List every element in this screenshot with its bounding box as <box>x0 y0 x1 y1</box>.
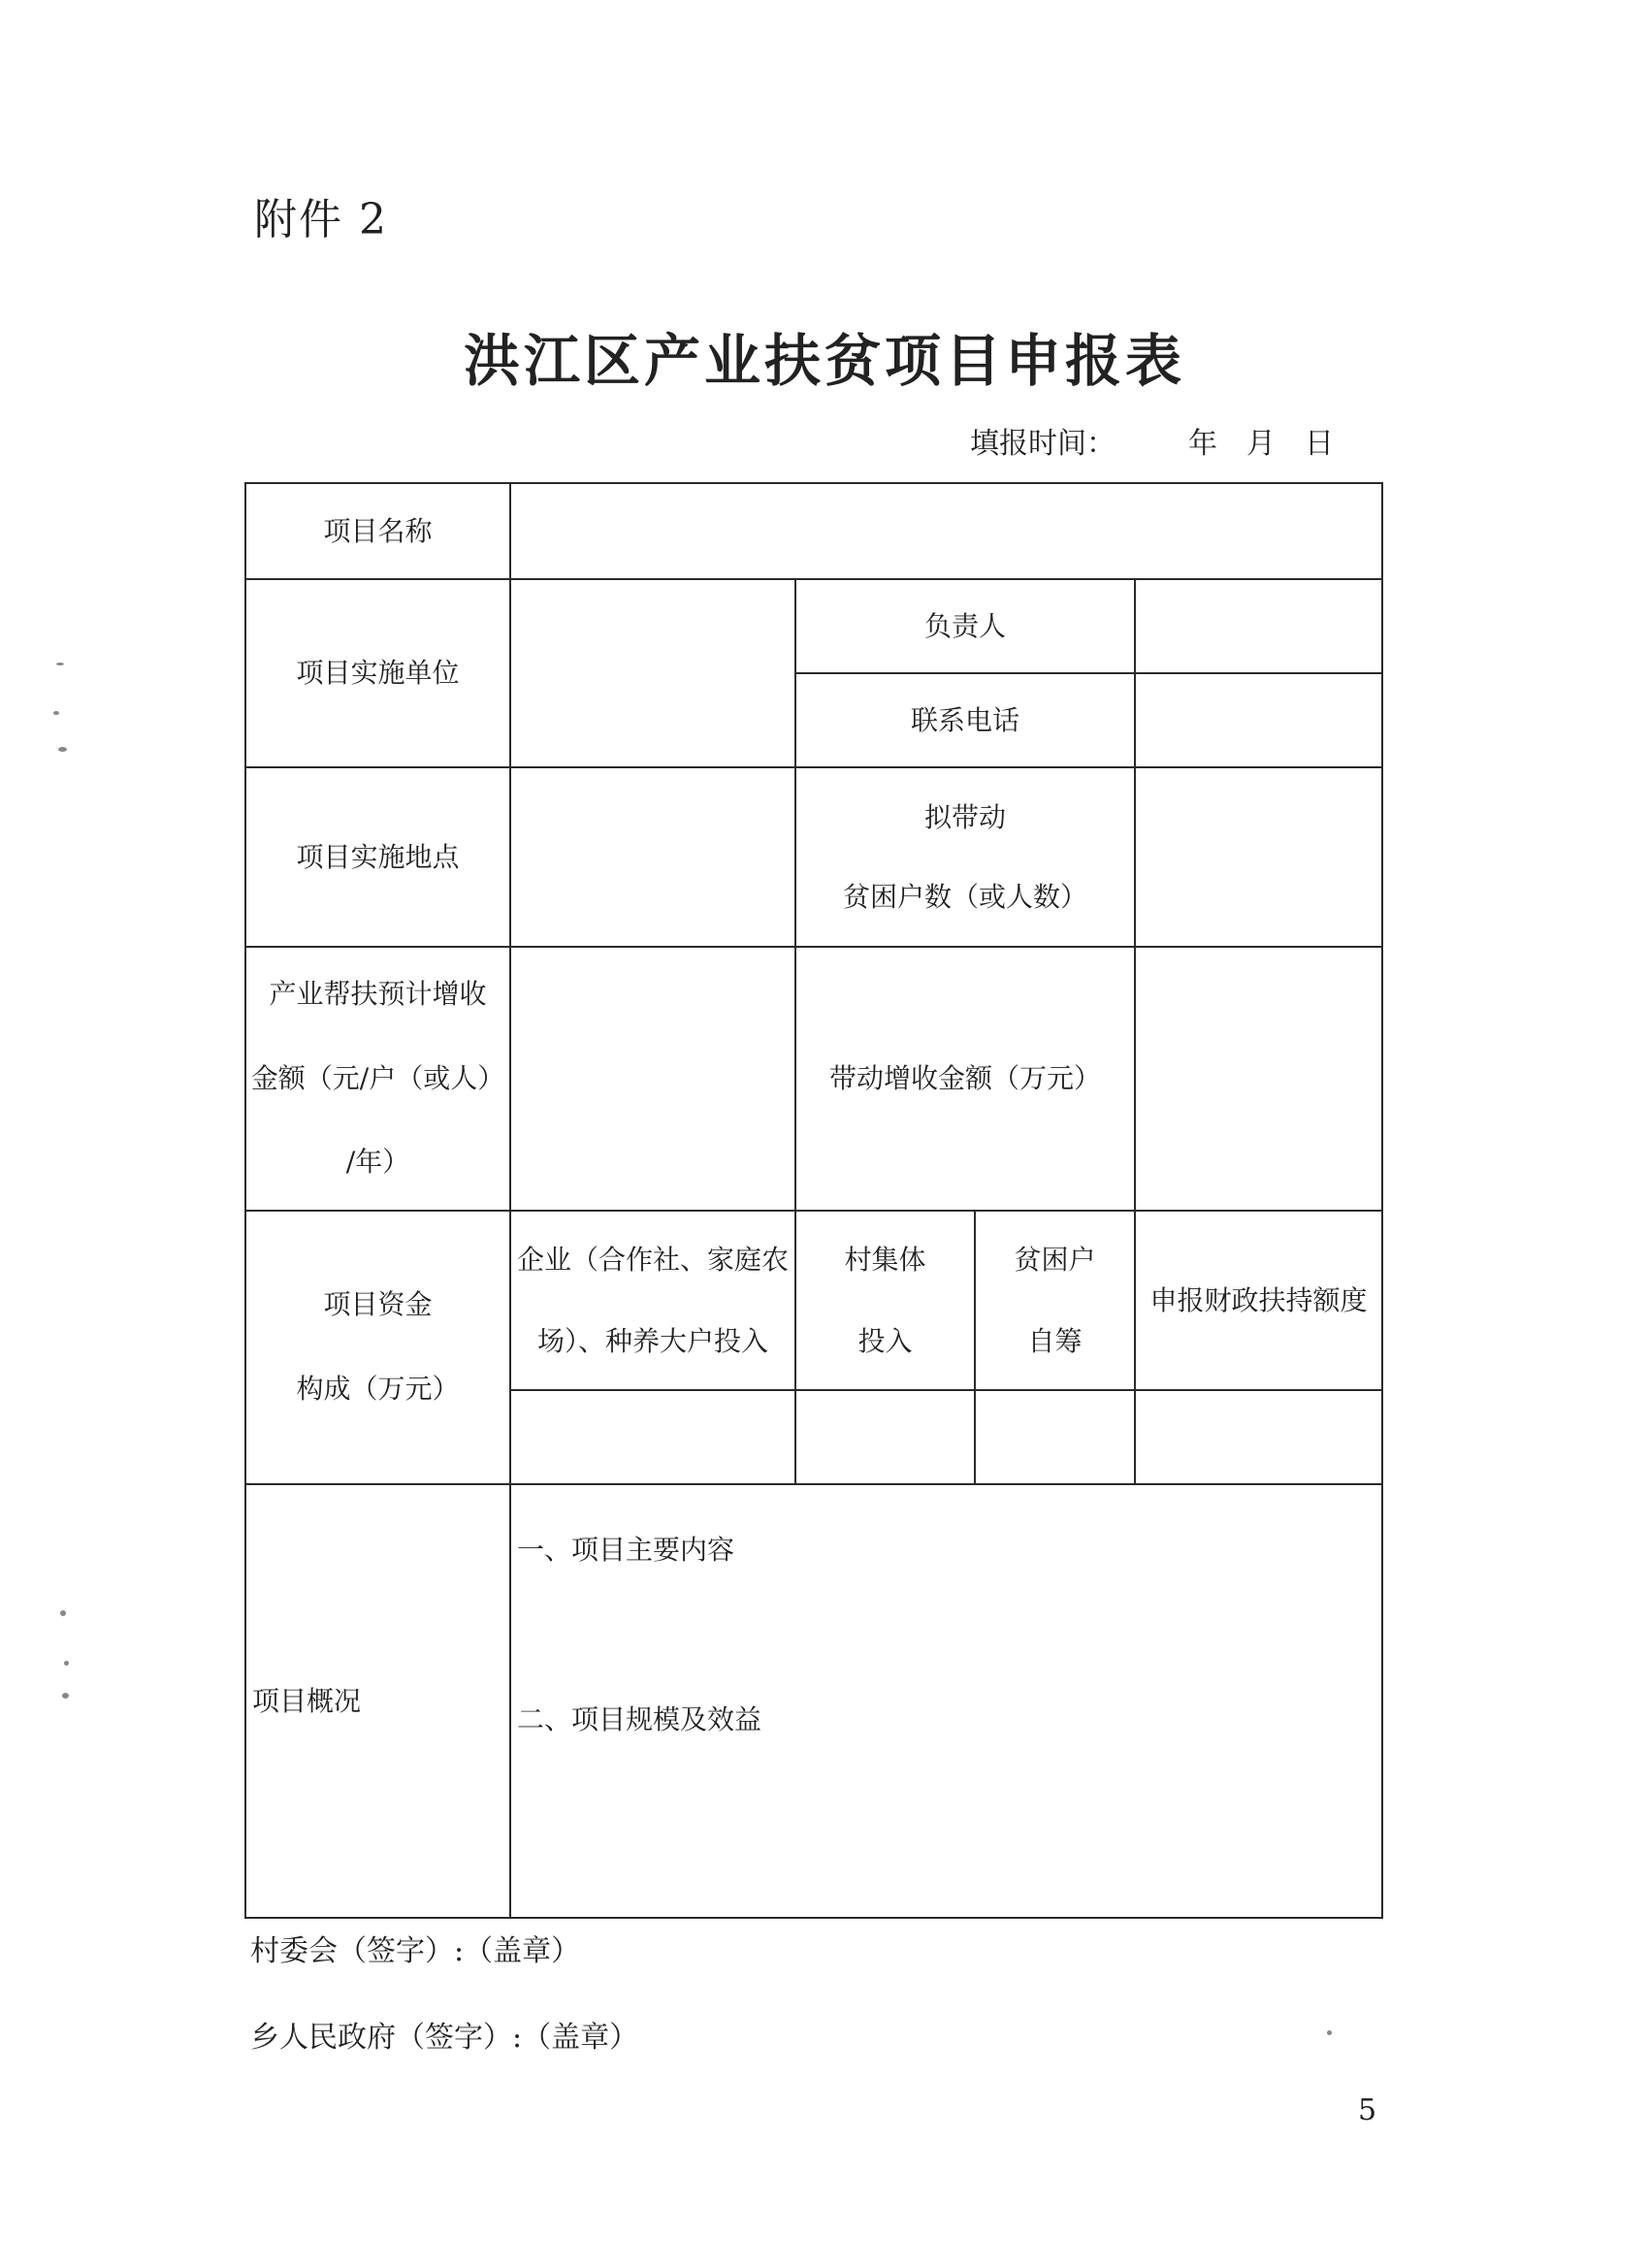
fiscal-support-field[interactable] <box>1135 1390 1382 1484</box>
funds-label-line-1: 项目资金 <box>323 1288 433 1321</box>
enterprise-label <box>510 1211 795 1390</box>
page-title: 洪江区产业扶贫项目申报表 <box>463 328 1185 394</box>
poor-household-label-line-2: 自筹 <box>1027 1324 1083 1357</box>
table-row <box>245 947 1382 1211</box>
funds-label <box>245 1211 510 1484</box>
project-name-field[interactable] <box>510 483 1382 579</box>
unit-label: 项目实施单位 <box>245 579 510 767</box>
table-row <box>245 483 1382 579</box>
overview-label: 项目概况 <box>245 1484 510 1918</box>
scan-speck <box>64 1661 69 1666</box>
households-label-line-1: 拟带动 <box>923 801 1006 834</box>
table-row <box>245 1484 1382 1918</box>
person-field[interactable] <box>1135 579 1382 673</box>
location-label: 项目实施地点 <box>245 767 510 947</box>
enterprise-label-line-2: 场）、种养大户投入 <box>536 1324 768 1357</box>
village-field[interactable] <box>795 1390 975 1484</box>
table-row <box>245 767 1382 947</box>
income-label <box>245 947 510 1211</box>
funds-label-line-2: 构成（万元） <box>296 1373 460 1405</box>
village-label <box>795 1211 975 1390</box>
page-number: 5 <box>1358 2093 1377 2127</box>
village-committee-signature: 村委会（签字）:（盖章） <box>250 1934 581 1968</box>
enterprise-label-line-1: 企业（合作社、家庭农 <box>516 1243 789 1276</box>
phone-field[interactable] <box>1135 673 1382 767</box>
unit-field[interactable] <box>510 579 795 767</box>
village-label-line-1: 村集体 <box>844 1243 926 1276</box>
scan-speck <box>60 1610 66 1616</box>
scan-speck <box>53 711 59 715</box>
households-label-line-2: 贫困户数（或人数） <box>842 880 1087 913</box>
overview-field[interactable] <box>510 1484 1382 1918</box>
application-form-table <box>244 482 1383 1919</box>
scan-speck <box>1327 2030 1332 2035</box>
income-label-line-2: 金额（元/户（或人） <box>250 1061 505 1094</box>
income-total-field[interactable] <box>1135 947 1382 1211</box>
overview-item-2: 二、项目规模及效益 <box>517 1703 762 1735</box>
scan-speck <box>56 663 64 665</box>
scan-speck <box>58 747 67 752</box>
location-field[interactable] <box>510 767 795 947</box>
income-field[interactable] <box>510 947 795 1211</box>
enterprise-field[interactable] <box>510 1390 795 1484</box>
fiscal-support-label: 申报财政扶持额度 <box>1135 1211 1382 1390</box>
phone-label: 联系电话 <box>795 673 1135 767</box>
scan-speck <box>62 1693 69 1699</box>
village-label-line-2: 投入 <box>857 1324 913 1357</box>
table-row <box>245 579 1382 673</box>
overview-item-1: 一、项目主要内容 <box>517 1534 735 1566</box>
poor-household-label <box>975 1211 1135 1390</box>
fill-date-line: 填报时间： 年 月 日 <box>970 427 1334 461</box>
households-field[interactable] <box>1135 767 1382 947</box>
township-government-signature: 乡人民政府（签字）:（盖章） <box>250 2021 639 2055</box>
person-label: 负责人 <box>795 579 1135 673</box>
poor-household-field[interactable] <box>975 1390 1135 1484</box>
households-label <box>795 767 1135 947</box>
income-total-label: 带动增收金额（万元） <box>795 947 1135 1211</box>
table-row <box>245 1211 1382 1390</box>
poor-household-label-line-1: 贫困户 <box>1014 1243 1096 1276</box>
income-label-line-3: /年） <box>345 1146 410 1179</box>
project-name-label: 项目名称 <box>245 483 510 579</box>
attachment-label: 附件 2 <box>254 195 388 244</box>
income-label-line-1: 产业帮扶预计增收 <box>269 977 487 1010</box>
